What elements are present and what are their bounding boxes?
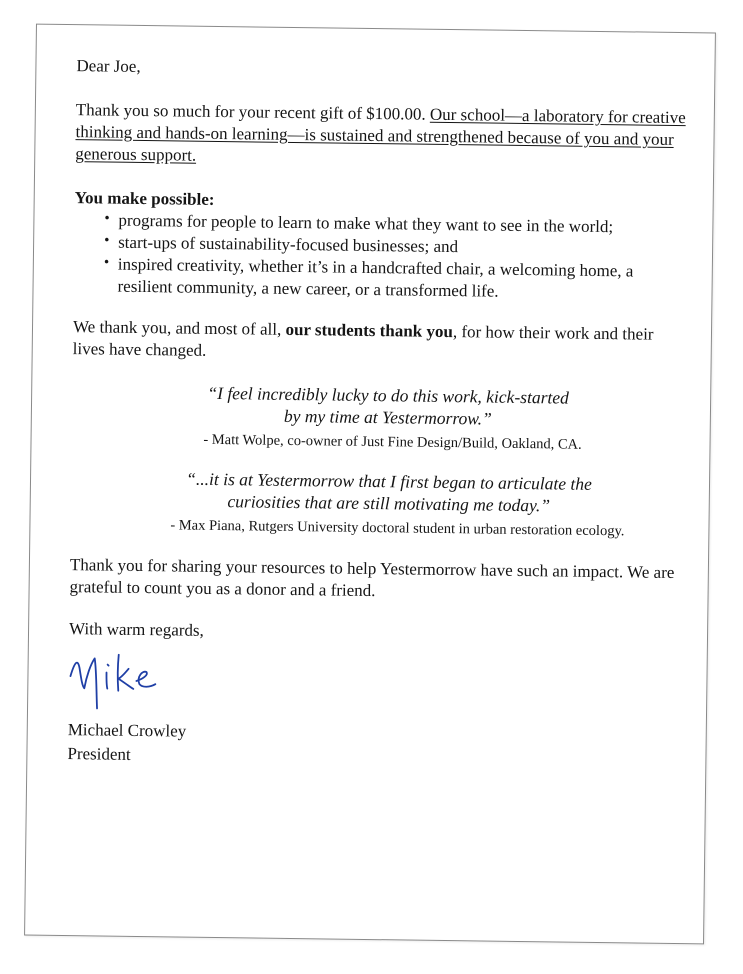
quote-line: by my time at Yestermorrow.” — [283, 405, 492, 429]
bullet-icon: • — [104, 232, 110, 249]
signature-image — [60, 646, 171, 711]
list-item-text: start-ups of sustainability-focused businesses; and — [118, 232, 459, 257]
intro-paragraph — [75, 99, 688, 173]
quote-attribution-1: - Matt Wolpe, co-owner of Just Fine Design/Build, Oakland, CA. — [203, 431, 582, 453]
signature-stroke — [108, 665, 109, 666]
signature-stroke — [70, 658, 98, 708]
thanks-paragraph — [73, 316, 686, 368]
possible-list — [73, 209, 686, 305]
list-item — [103, 254, 686, 305]
signature-stroke — [106, 673, 107, 689]
list-item-text: inspired creativity, whether it’s in a handcrafted chair, a welcoming home, a resilient community, a new career, or a transformed life. — [117, 254, 634, 301]
intro-underlined-text: Our school—a laboratory for creative thinking and hands-on learning—is sustained and strengthened because of you and your generous support. — [75, 104, 686, 165]
signer-name: Michael Crowley — [67, 720, 187, 741]
signature-stroke — [136, 672, 155, 687]
quote-attribution-2: - Max Piana, Rutgers University doctoral student in urban restoration ecology. — [170, 517, 625, 540]
quote-line: “I feel incredibly lucky to do this work, kick-started — [207, 382, 569, 408]
thanks-bold-text: our students thank you — [285, 319, 454, 342]
signature-stroke — [118, 655, 119, 691]
testimonial-quote-2 — [95, 466, 684, 518]
thanks-text-after: , for how their work and their lives have changed. — [72, 322, 654, 360]
list-item-text: programs for people to learn to make what they want to see in the world; — [118, 210, 614, 237]
signature-stroke — [118, 669, 133, 689]
bullet-icon: • — [103, 254, 110, 271]
bullet-icon: • — [104, 210, 110, 227]
thanks-text-before: We thank you, and most of all, — [72, 317, 286, 339]
letter-sheet — [24, 24, 716, 945]
regards-line: With warm regards, — [68, 619, 204, 640]
closing-paragraph: Thank you for sharing your resources to help Yestermorrow have such an impact. We are grateful to count you as a donor and a friend. — [69, 555, 675, 601]
quote-line: “...it is at Yestermorrow that I first began to articulate the — [186, 468, 592, 494]
possible-heading: You make possible: — [74, 188, 215, 209]
signer-title: President — [67, 744, 131, 764]
letter-body — [67, 55, 688, 774]
testimonial-quote-1 — [92, 380, 685, 432]
salutation: Dear Joe, — [76, 56, 141, 76]
intro-plain-text: Thank you so much for your recent gift of $100.00. — [75, 100, 431, 124]
quote-line: curiosities that are still motivating me today.” — [227, 491, 551, 516]
